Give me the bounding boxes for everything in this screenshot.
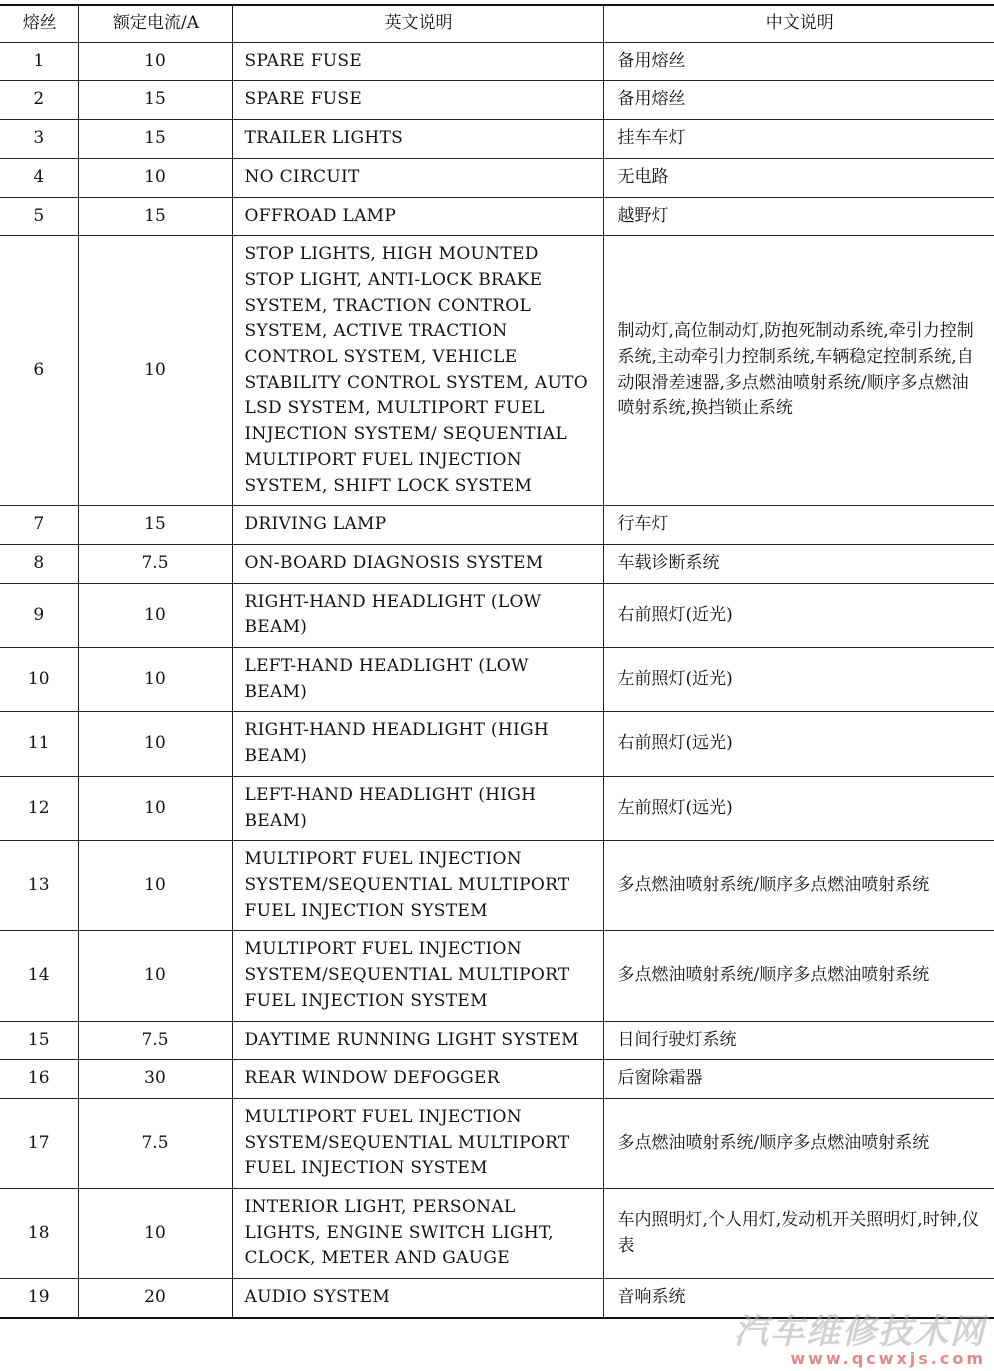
cell-chinese: 右前照灯(远光): [603, 712, 994, 776]
cell-chinese: 右前照灯(近光): [603, 583, 994, 647]
cell-english: MULTIPORT FUEL INJECTION SYSTEM/SEQUENTIAL MULTIPORT FUEL INJECTION SYSTEM: [232, 931, 603, 1021]
cell-amperage: 10: [78, 648, 232, 712]
table-row: [0, 236, 994, 506]
cell-fuse: 17: [0, 1098, 78, 1188]
table-row: [0, 931, 994, 1021]
cell-chinese: 车内照明灯,个人用灯,发动机开关照明灯,时钟,仪表: [603, 1189, 994, 1279]
cell-chinese: 挂车车灯: [603, 120, 994, 159]
header-chinese: 中文说明: [603, 5, 994, 42]
cell-fuse: 5: [0, 197, 78, 236]
cell-fuse: 13: [0, 841, 78, 931]
cell-fuse: 15: [0, 1021, 78, 1060]
cell-english: OFFROAD LAMP: [232, 197, 603, 236]
cell-english: AUDIO SYSTEM: [232, 1279, 603, 1318]
cell-amperage: 10: [78, 931, 232, 1021]
cell-chinese: 左前照灯(远光): [603, 776, 994, 840]
cell-amperage: 15: [78, 120, 232, 159]
cell-chinese: 车载诊断系统: [603, 544, 994, 583]
table-row: [0, 197, 994, 236]
cell-chinese: 音响系统: [603, 1279, 994, 1318]
cell-amperage: 10: [78, 712, 232, 776]
table-row: [0, 120, 994, 159]
table-row: [0, 841, 994, 931]
watermark: [734, 1313, 986, 1367]
cell-fuse: 12: [0, 776, 78, 840]
table-row: [0, 648, 994, 712]
table-row: [0, 1098, 994, 1188]
cell-english: MULTIPORT FUEL INJECTION SYSTEM/SEQUENTIAL MULTIPORT FUEL INJECTION SYSTEM: [232, 841, 603, 931]
cell-amperage: 10: [78, 158, 232, 197]
cell-english: DRIVING LAMP: [232, 506, 603, 545]
watermark-title: 汽车维修技术网: [734, 1312, 986, 1352]
cell-chinese: 多点燃油喷射系统/顺序多点燃油喷射系统: [603, 931, 994, 1021]
table-body: [0, 42, 994, 1318]
cell-fuse: 4: [0, 158, 78, 197]
fuse-table: [0, 4, 994, 1319]
cell-fuse: 11: [0, 712, 78, 776]
cell-chinese: 无电路: [603, 158, 994, 197]
cell-english: LEFT-HAND HEADLIGHT (LOW BEAM): [232, 648, 603, 712]
cell-fuse: 14: [0, 931, 78, 1021]
cell-chinese: 多点燃油喷射系统/顺序多点燃油喷射系统: [603, 841, 994, 931]
cell-english: SPARE FUSE: [232, 42, 603, 81]
table-row: [0, 1060, 994, 1099]
cell-chinese: 多点燃油喷射系统/顺序多点燃油喷射系统: [603, 1098, 994, 1188]
cell-english: INTERIOR LIGHT, PERSONAL LIGHTS, ENGINE SWITCH LIGHT, CLOCK, METER AND GAUGE: [232, 1189, 603, 1279]
cell-amperage: 15: [78, 506, 232, 545]
cell-chinese: 备用熔丝: [603, 42, 994, 81]
cell-chinese: 行车灯: [603, 506, 994, 545]
cell-amperage: 20: [78, 1279, 232, 1318]
table-row: [0, 776, 994, 840]
table-row: [0, 1189, 994, 1279]
cell-amperage: 15: [78, 197, 232, 236]
cell-amperage: 10: [78, 236, 232, 506]
cell-chinese: 制动灯,高位制动灯,防抱死制动系统,牵引力控制系统,主动牵引力控制系统,车辆稳定控制系统,自动限滑差速器,多点燃油喷射系统/顺序多点燃油喷射系统,换挡锁止系统: [603, 236, 994, 506]
cell-fuse: 10: [0, 648, 78, 712]
cell-fuse: 7: [0, 506, 78, 545]
cell-amperage: 10: [78, 1189, 232, 1279]
header-amperage: 额定电流/A: [78, 5, 232, 42]
table-row: [0, 42, 994, 81]
header-english: 英文说明: [232, 5, 603, 42]
cell-fuse: 18: [0, 1189, 78, 1279]
table-row: [0, 1021, 994, 1060]
cell-amperage: 7.5: [78, 1021, 232, 1060]
cell-english: NO CIRCUIT: [232, 158, 603, 197]
cell-fuse: 16: [0, 1060, 78, 1099]
cell-chinese: 左前照灯(近光): [603, 648, 994, 712]
watermark-url: www.qcwxjs.com: [790, 1349, 986, 1368]
cell-chinese: 日间行驶灯系统: [603, 1021, 994, 1060]
table-header: [0, 5, 994, 42]
cell-amperage: 10: [78, 776, 232, 840]
cell-english: RIGHT-HAND HEADLIGHT (LOW BEAM): [232, 583, 603, 647]
table-row: [0, 158, 994, 197]
cell-amperage: 7.5: [78, 1098, 232, 1188]
cell-english: MULTIPORT FUEL INJECTION SYSTEM/SEQUENTIAL MULTIPORT FUEL INJECTION SYSTEM: [232, 1098, 603, 1188]
cell-amperage: 7.5: [78, 544, 232, 583]
cell-english: ON-BOARD DIAGNOSIS SYSTEM: [232, 544, 603, 583]
cell-amperage: 30: [78, 1060, 232, 1099]
cell-fuse: 2: [0, 81, 78, 120]
cell-english: SPARE FUSE: [232, 81, 603, 120]
cell-english: DAYTIME RUNNING LIGHT SYSTEM: [232, 1021, 603, 1060]
table-row: [0, 583, 994, 647]
cell-amperage: 10: [78, 42, 232, 81]
cell-chinese: 备用熔丝: [603, 81, 994, 120]
cell-amperage: 10: [78, 841, 232, 931]
cell-fuse: 3: [0, 120, 78, 159]
cell-fuse: 8: [0, 544, 78, 583]
cell-english: LEFT-HAND HEADLIGHT (HIGH BEAM): [232, 776, 603, 840]
cell-english: TRAILER LIGHTS: [232, 120, 603, 159]
table-row: [0, 1279, 994, 1318]
header-row: [0, 5, 994, 42]
cell-fuse: 6: [0, 236, 78, 506]
cell-chinese: 越野灯: [603, 197, 994, 236]
table-row: [0, 544, 994, 583]
header-fuse: 熔丝: [0, 5, 78, 42]
cell-fuse: 19: [0, 1279, 78, 1318]
cell-amperage: 10: [78, 583, 232, 647]
cell-fuse: 1: [0, 42, 78, 81]
cell-chinese: 后窗除霜器: [603, 1060, 994, 1099]
cell-english: RIGHT-HAND HEADLIGHT (HIGH BEAM): [232, 712, 603, 776]
cell-amperage: 15: [78, 81, 232, 120]
cell-english: STOP LIGHTS, HIGH MOUNTED STOP LIGHT, ANTI-LOCK BRAKE SYSTEM, TRACTION CONTROL SYSTEM, ACTIVE TRACTION CONTROL SYSTEM, VEHICLE STABILITY CONTROL SYSTEM, AUTO LSD SYSTEM, MULTIPORT FUEL INJECTION SYSTEM/ SEQUENTIAL MULTIPORT FUEL INJECTION SYSTEM, SHIFT LOCK SYSTEM: [232, 236, 603, 506]
table-row: [0, 81, 994, 120]
table-row: [0, 506, 994, 545]
cell-english: REAR WINDOW DEFOGGER: [232, 1060, 603, 1099]
cell-fuse: 9: [0, 583, 78, 647]
table-row: [0, 712, 994, 776]
